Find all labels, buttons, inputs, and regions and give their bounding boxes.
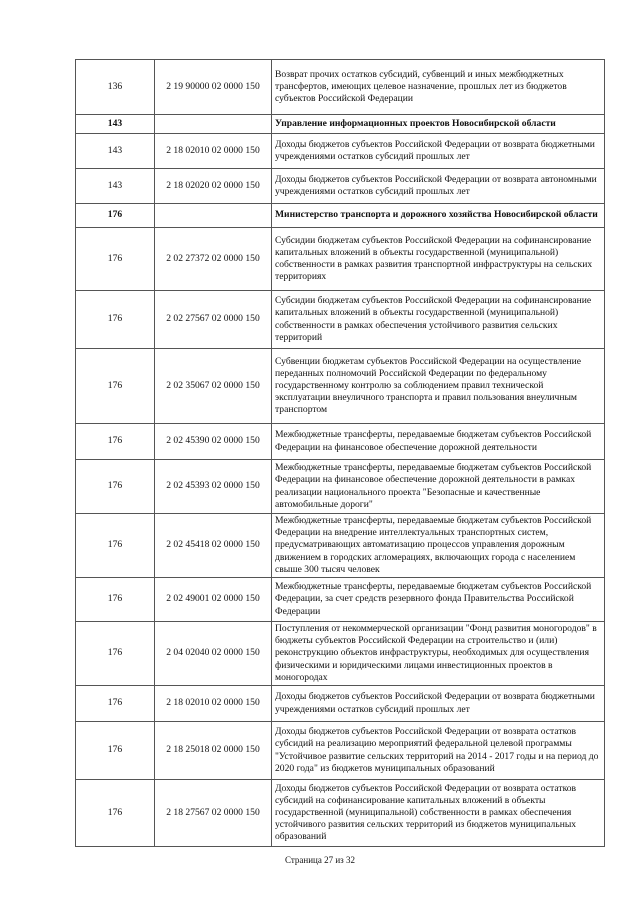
revenue-code-cell: 2 02 45418 02 0000 150 bbox=[155, 514, 272, 578]
table-row bbox=[76, 686, 605, 722]
revenue-name-cell: Управление информационных проектов Новосибирской области bbox=[272, 115, 605, 134]
revenue-code-cell: 2 18 02020 02 0000 150 bbox=[155, 169, 272, 204]
table-row bbox=[76, 578, 605, 622]
table-row bbox=[76, 60, 605, 115]
admin-code-cell: 176 bbox=[76, 349, 155, 424]
table-row bbox=[76, 622, 605, 686]
admin-code-cell: 176 bbox=[76, 291, 155, 349]
table-row bbox=[76, 349, 605, 424]
revenue-code-cell: 2 18 27567 02 0000 150 bbox=[155, 780, 272, 847]
revenue-codes-table bbox=[75, 59, 605, 847]
table-row bbox=[76, 291, 605, 349]
revenue-code-cell: 2 18 02010 02 0000 150 bbox=[155, 134, 272, 169]
revenue-name-cell: Доходы бюджетов субъектов Российской Федерации от возврата автономными учреждениями остатков субсидий прошлых лет bbox=[272, 169, 605, 204]
revenue-name-cell: Доходы бюджетов субъектов Российской Федерации от возврата остатков субсидий на реализацию мероприятий федеральной целевой программы "Устойчивое развитие сельских территорий на 2014 - 2017 годы и на период до 2020 года" из бюджетов муниципальных образований bbox=[272, 722, 605, 780]
revenue-name-cell: Субсидии бюджетам субъектов Российской Федерации на софинансирование капитальных вложений в объекты государственной (муниципальной) собственности в рамках развития транспортной инфраструктуры на сельских территориях bbox=[272, 228, 605, 291]
section-header-row bbox=[76, 204, 605, 228]
table-row bbox=[76, 780, 605, 847]
table-row bbox=[76, 424, 605, 460]
revenue-code-cell: 2 02 45390 02 0000 150 bbox=[155, 424, 272, 460]
revenue-name-cell: Поступления от некоммерческой организации "Фонд развития моногородов" в бюджеты субъектов Российской Федерации на строительство и (или) реконструкцию объектов инфраструктуры, необходимых для осуществления физическими и юридическими лицами инвестиционных проектов в моногородах bbox=[272, 622, 605, 686]
revenue-code-cell: 2 02 27567 02 0000 150 bbox=[155, 291, 272, 349]
admin-code-cell: 176 bbox=[76, 228, 155, 291]
revenue-code-cell: 2 18 25018 02 0000 150 bbox=[155, 722, 272, 780]
page-number: Страница 27 из 32 bbox=[285, 855, 355, 865]
admin-code-cell: 176 bbox=[76, 204, 155, 228]
revenue-name-cell: Министерство транспорта и дорожного хозяйства Новосибирской области bbox=[272, 204, 605, 228]
revenue-code-cell: 2 02 49001 02 0000 150 bbox=[155, 578, 272, 622]
table-row bbox=[76, 722, 605, 780]
table-row bbox=[76, 169, 605, 204]
revenue-code-cell: 2 02 35067 02 0000 150 bbox=[155, 349, 272, 424]
revenue-name-cell: Межбюджетные трансферты, передаваемые бюджетам субъектов Российской Федерации, за счет средств резервного фонда Правительства Российской Федерации bbox=[272, 578, 605, 622]
revenue-name-cell: Доходы бюджетов субъектов Российской Федерации от возврата остатков субсидий на софинансирование капитальных вложений в объекты государственной (муниципальной) собственности в рамках обеспечения устойчивого развития сельских территорий из бюджетов муниципальных образований bbox=[272, 780, 605, 847]
revenue-name-cell: Межбюджетные трансферты, передаваемые бюджетам субъектов Российской Федерации на финансовое обеспечение дорожной деятельности bbox=[272, 424, 605, 460]
revenue-name-cell: Доходы бюджетов субъектов Российской Федерации от возврата бюджетными учреждениями остатков субсидий прошлых лет bbox=[272, 134, 605, 169]
admin-code-cell: 176 bbox=[76, 780, 155, 847]
revenue-code-cell: 2 19 90000 02 0000 150 bbox=[155, 60, 272, 115]
revenue-code-cell: 2 02 45393 02 0000 150 bbox=[155, 460, 272, 514]
admin-code-cell: 176 bbox=[76, 460, 155, 514]
revenue-name-cell: Доходы бюджетов субъектов Российской Федерации от возврата бюджетными учреждениями остатков субсидий прошлых лет bbox=[272, 686, 605, 722]
revenue-name-cell: Субвенции бюджетам субъектов Российской Федерации на осуществление переданных полномочий Российской Федерации по федеральному государственному контролю за соблюдением правил технической эксплуатации внеуличного транспорта и правил пользования внеуличным транспортом bbox=[272, 349, 605, 424]
admin-code-cell: 176 bbox=[76, 622, 155, 686]
revenue-name-cell: Субсидии бюджетам субъектов Российской Федерации на софинансирование капитальных вложений в объекты государственной (муниципальной) собственности в рамках обеспечения устойчивого развития сельских территорий bbox=[272, 291, 605, 349]
admin-code-cell: 176 bbox=[76, 578, 155, 622]
revenue-code-cell bbox=[155, 115, 272, 134]
admin-code-cell: 143 bbox=[76, 134, 155, 169]
admin-code-cell: 176 bbox=[76, 722, 155, 780]
revenue-code-cell bbox=[155, 204, 272, 228]
table-row bbox=[76, 460, 605, 514]
revenue-code-cell: 2 18 02010 02 0000 150 bbox=[155, 686, 272, 722]
table-row bbox=[76, 134, 605, 169]
admin-code-cell: 143 bbox=[76, 169, 155, 204]
admin-code-cell: 143 bbox=[76, 115, 155, 134]
revenue-code-cell: 2 02 27372 02 0000 150 bbox=[155, 228, 272, 291]
section-header-row bbox=[76, 115, 605, 134]
table-row bbox=[76, 228, 605, 291]
revenue-name-cell: Межбюджетные трансферты, передаваемые бюджетам субъектов Российской Федерации на финансовое обеспечение дорожной деятельности в рамках реализации национального проекта "Безопасные и качественные автомобильные дороги" bbox=[272, 460, 605, 514]
table-row bbox=[76, 514, 605, 578]
revenue-name-cell: Межбюджетные трансферты, передаваемые бюджетам субъектов Российской Федерации на внедрение интеллектуальных транспортных систем, предусматривающих автоматизацию процессов управления дорожным движением в городских агломерациях, включающих города с населением свыше 300 тысяч человек bbox=[272, 514, 605, 578]
admin-code-cell: 136 bbox=[76, 60, 155, 115]
revenue-name-cell: Возврат прочих остатков субсидий, субвенций и иных межбюджетных трансфертов, имеющих целевое назначение, прошлых лет из бюджетов субъектов Российской Федерации bbox=[272, 60, 605, 115]
revenue-code-cell: 2 04 02040 02 0000 150 bbox=[155, 622, 272, 686]
admin-code-cell: 176 bbox=[76, 686, 155, 722]
admin-code-cell: 176 bbox=[76, 424, 155, 460]
admin-code-cell: 176 bbox=[76, 514, 155, 578]
